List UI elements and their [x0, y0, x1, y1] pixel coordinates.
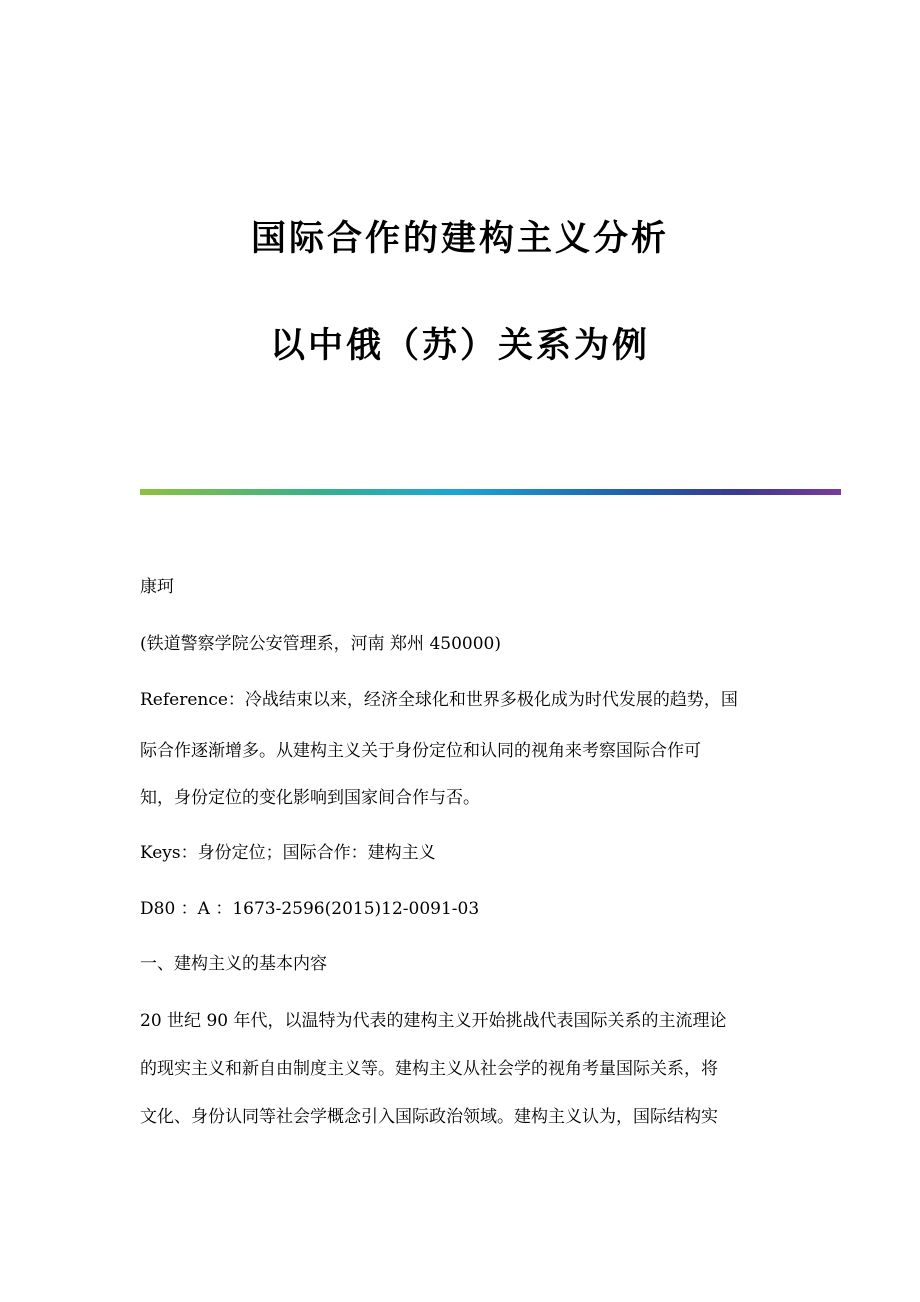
paper-subtitle: 以中俄（苏）关系为例	[269, 326, 650, 366]
abstract-line-2: 际合作逐渐增多。从建构主义关于身份定位和认同的视角来考察国际合作可	[140, 741, 701, 761]
section-heading: 一、建构主义的基本内容	[140, 954, 327, 974]
body-line-3: 文化、身份认同等社会学概念引入国际政治领域。建构主义认为，国际结构实	[140, 1107, 718, 1127]
body-line-1: 20 世纪 90 年代，以温特为代表的建构主义开始挑战代表国际关系的主流理论	[140, 1011, 727, 1031]
gradient-divider	[140, 489, 841, 495]
author-affiliation: (铁道警察学院公安管理系，河南 郑州 450000)	[140, 634, 501, 654]
paper-title: 国际合作的建构主义分析	[250, 219, 669, 259]
author-name: 康珂	[140, 577, 174, 597]
abstract-line-3: 知，身份定位的变化影响到国家间合作与否。	[140, 788, 480, 808]
classification-code: D80 ：A ：1673-2596(2015)12-0091-03	[140, 899, 480, 919]
body-line-2: 的现实主义和新自由制度主义等。建构主义从社会学的视角考量国际关系，将	[140, 1059, 718, 1079]
abstract-line-1: Reference：冷战结束以来，经济全球化和世界多极化成为时代发展的趋势，国	[140, 690, 738, 710]
keywords: Keys：身份定位；国际合作：建构主义	[140, 843, 436, 863]
